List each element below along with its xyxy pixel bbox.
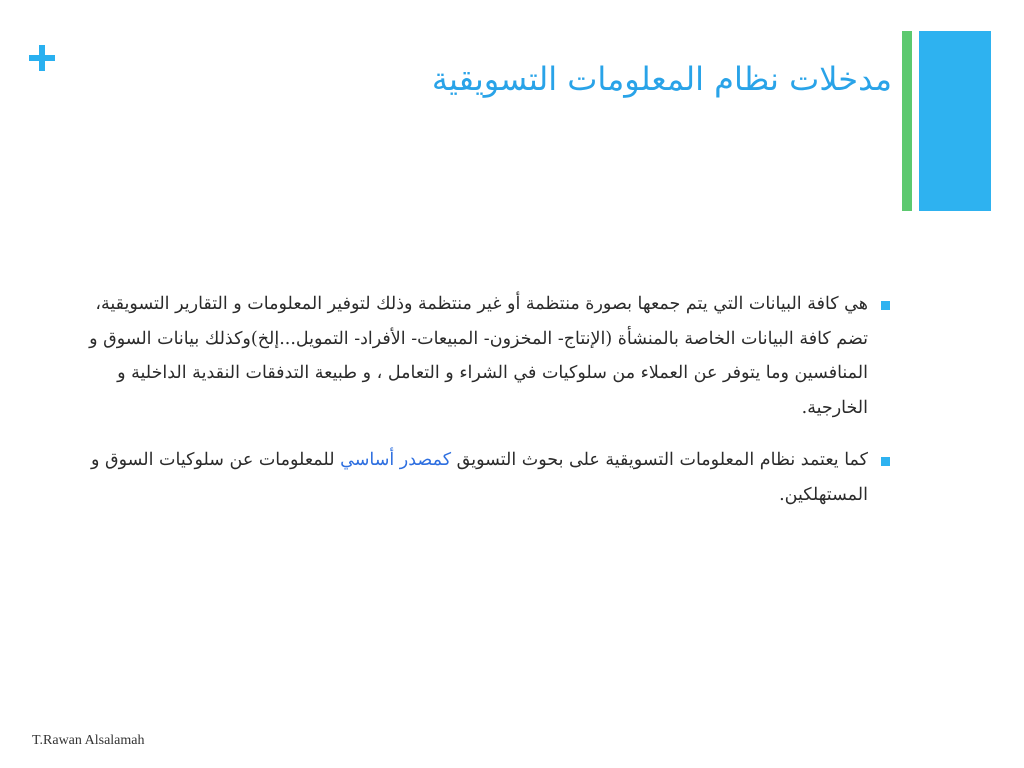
bullet-text <box>91 450 868 505</box>
slide-title: مدخلات نظام المعلومات التسويقية <box>431 60 892 98</box>
plus-icon <box>26 42 58 74</box>
bullet-item <box>60 443 892 512</box>
bullet-text: هي كافة البيانات التي يتم جمعها بصورة منتظمة أو غير منتظمة وذلك لتوفير المعلومات و التقارير التسويقية، تضم كافة البيانات الخاصة بالمنشأة (الإنتاج- المخزون- المبيعات- الأفراد- التمويل...إلخ)وكذلك بيانات السوق و المنافسين وما يتوفر عن العملاء من سلوكيات في الشراء و التعامل ، و طبيعة التدفقات النقدية الداخلية و الخارجية. <box>89 294 868 418</box>
bullet-item <box>60 287 892 425</box>
bullet-square-icon <box>881 301 890 310</box>
slide-content <box>60 287 892 530</box>
bullet-text-after: للمعلومات عن سلوكيات السوق و المستهلكين. <box>91 450 868 505</box>
bullet-square-icon <box>881 457 890 466</box>
accent-bar-blue <box>919 31 991 211</box>
bullet-text-before: كما يعتمد نظام المعلومات التسويقية على بحوث التسويق <box>451 450 868 470</box>
highlighted-text: كمصدر أساسي <box>340 450 452 470</box>
footer-author: T.Rawan Alsalamah <box>32 733 145 748</box>
accent-bar-green <box>902 31 912 211</box>
